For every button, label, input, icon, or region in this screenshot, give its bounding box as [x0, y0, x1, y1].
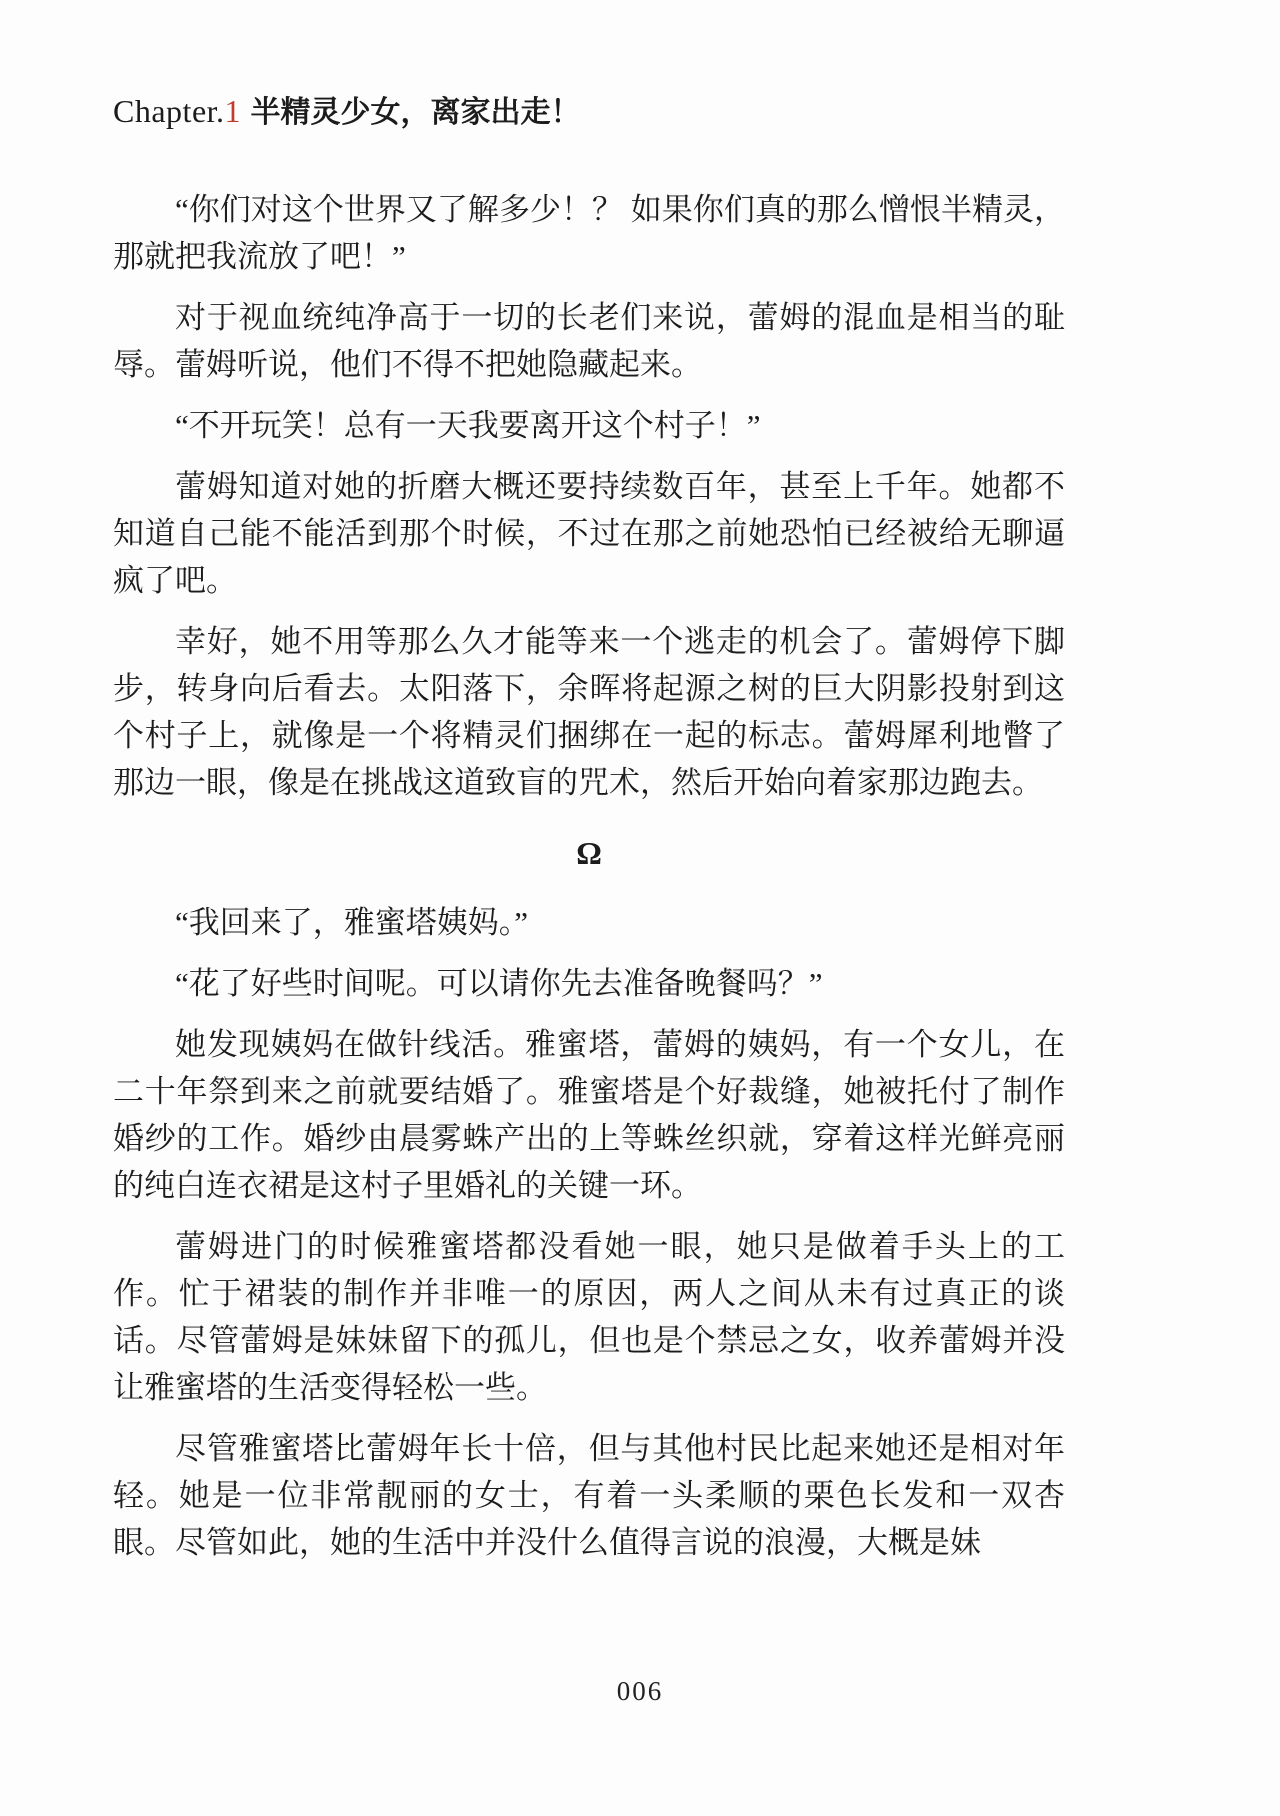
page-footer: [0, 1676, 1280, 1707]
body-paragraph: 蕾姆知道对她的折磨大概还要持续数百年，甚至上千年。她都不知道自己能不能活到那个时候，不过在那之前她恐怕已经被给无聊逼疯了吧。: [113, 469, 1065, 598]
chapter-number: 1: [224, 93, 241, 129]
body-paragraph: 她发现姨妈在做针线活。雅蜜塔，蕾姆的姨妈，有一个女儿，在二十年祭到来之前就要结婚了。雅蜜塔是个好裁缝，她被托付了制作婚纱的工作。婚纱由晨雾蛛产出的上等蛛丝织就，穿着这样光鲜亮丽的纯白连衣裙是这村子里婚礼的关键一环。: [113, 1027, 1065, 1203]
dialogue-paragraph: “花了好些时间呢。可以请你先去准备晚餐吗？”: [175, 966, 823, 1001]
body-paragraph: 尽管雅蜜塔比蕾姆年长十倍，但与其他村民比起来她还是相对年轻。她是一位非常靓丽的女士，有着一头柔顺的栗色长发和一双杏眼。尽管如此，她的生活中并没什么值得言说的浪漫，大概是妹: [113, 1431, 1065, 1560]
dialogue-paragraph: “我回来了，雅蜜塔姨妈。”: [175, 905, 529, 940]
chapter-label: Chapter.: [113, 93, 225, 129]
body-paragraph: 蕾姆进门的时候雅蜜塔都没看她一眼，她只是做着手头上的工作。忙于裙装的制作并非唯一的原因，两人之间从未有过真正的谈话。尽管蕾姆是妹妹留下的孤儿，但也是个禁忌之女，收养蕾姆并没让雅蜜塔的生活变得轻松一些。: [113, 1229, 1065, 1405]
page-number: 006: [616, 1676, 664, 1706]
body-paragraph: 幸好，她不用等那么久才能等来一个逃走的机会了。蕾姆停下脚步，转身向后看去。太阳落下，余晖将起源之树的巨大阴影投射到这个村子上，就像是一个将精灵们捆绑在一起的标志。蕾姆犀利地瞥了那边一眼，像是在挑战这道致盲的咒术，然后开始向着家那边跑去。: [113, 624, 1065, 800]
body-paragraph: 对于视血统纯净高于一切的长老们来说，蕾姆的混血是相当的耻辱。蕾姆听说，他们不得不把她隐藏起来。: [113, 300, 1065, 382]
dialogue-paragraph: “不开玩笑！总有一天我要离开这个村子！”: [175, 408, 761, 443]
dialogue-paragraph: “你们对这个世界又了解多少！？ 如果你们真的那么憎恨半精灵，那就把我流放了吧！”: [113, 192, 1065, 274]
scene-divider: Ω: [576, 835, 602, 871]
page-body: [113, 186, 1065, 1580]
chapter-title: 半精灵少女，离家出走！: [250, 96, 581, 129]
chapter-header: [113, 92, 581, 132]
